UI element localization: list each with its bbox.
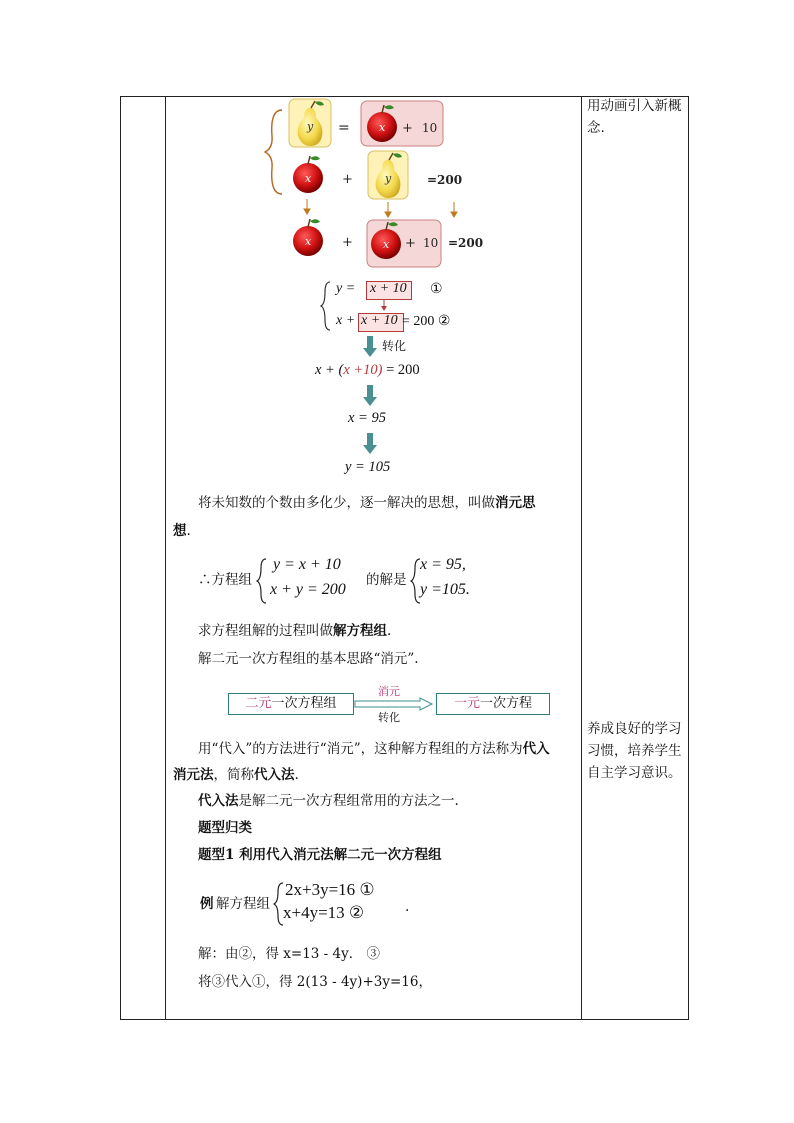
flow-label-bottom: 转化 [378,711,400,724]
example-system: 例 解方程组 2x+3y=16 ① x+4y=13 ② . [200,880,450,928]
svg-text:+: + [402,121,413,136]
down-arrow-icon [304,199,457,217]
para-basic-idea: 解二元一次方程组的基本思路“消元”. [198,651,419,667]
para-solve-system: 求方程组解的过程叫做解方程组. [198,623,392,639]
side-note-top: 用动画引入新概念. [587,98,682,136]
side-note-mid: 养成良好的学习习惯，培养学生自主学习意识。 [587,721,682,781]
system1-line1-left: y = [336,281,356,296]
para-common-method: 代入法是解二元一次方程组常用的方法之一. [198,793,459,809]
brace-icon [256,557,268,605]
svg-text:+: + [405,236,416,251]
teal-down-arrow-icon [362,336,378,358]
svg-text:x: x [305,172,312,185]
svg-text:+: + [342,172,353,187]
svg-text:x: x [305,235,312,248]
svg-text:+: + [342,235,353,250]
brace-icon [320,280,332,332]
y-label: y [307,120,314,133]
fruit-equation-illustration [260,96,500,271]
flow-box-right: 一元一次方程 [436,693,550,715]
para-substitution-method-cont: 消元法，简称代入法. [173,767,299,783]
para-elimination-idea-cont: 想. [173,523,191,539]
svg-text:x: x [379,121,386,134]
system1-line1-box: x + 10 [370,281,407,296]
svg-text:10: 10 [423,236,439,250]
para-elimination-idea: 将未知数的个数由多化少，逐一解决的思想，叫做消元思 [198,495,536,511]
svg-text:=: = [338,120,350,136]
system1-line1-num: ① [430,282,443,297]
svg-text:10: 10 [422,121,438,135]
system-1 [320,278,520,334]
svg-text:y: y [385,172,392,185]
step-3: y = 105 [345,459,391,475]
teal-down-arrow-icon [362,385,378,407]
flow-box-left: 二元一次方程组 [228,693,354,715]
flow-label-top: 消元 [378,685,400,698]
down-arrow-icon [380,299,388,311]
system1-line2-box: x + 10 [361,313,398,328]
convert-label: 转化 [382,339,407,353]
system1-line2-right: = 200 ② [402,314,451,329]
svg-text:=200: =200 [448,236,484,250]
solution-line-1: 解：由②，得 x=13 - 4y． ③ [198,946,381,962]
system1-line2-left: x + [336,313,356,328]
heading-type-1: 题型1 利用代入消元法解二元一次方程组 [198,847,442,863]
heading-problem-types: 题型归类 [198,820,252,836]
para-substitution-method: 用“代入”的方法进行“消元”，这种解方程组的方法称为代入 [198,741,550,757]
solution-line-2: 将③代入①，得 2(13 - 4y)+3y=16， [198,974,432,990]
step-1: x + (x +10) = 200 [315,362,420,378]
step-2: x = 95 [348,410,386,426]
solution-system: ∴方程组 y = x + 10 x + y = 200 的解是 x = 95, y =105. [198,555,498,607]
svg-text:x: x [383,238,390,251]
teal-down-arrow-icon [362,433,378,455]
svg-text:=200: =200 [427,173,463,187]
